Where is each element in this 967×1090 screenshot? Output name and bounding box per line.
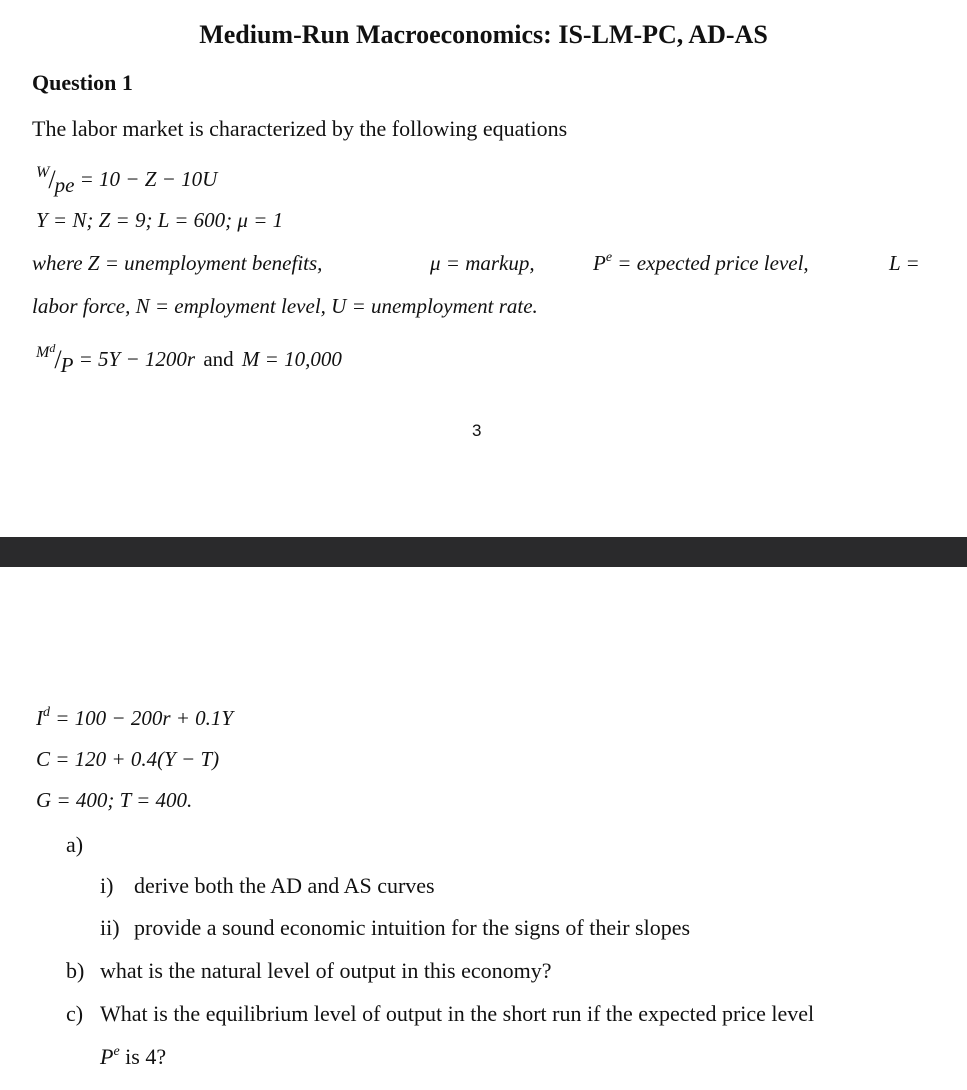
part-c-price-symbol: P [100,1044,114,1069]
sub-question-ii-text: provide a sound economic intuition for the signs of their slopes [134,915,691,940]
part-b [66,958,552,984]
government-equation [36,788,192,813]
params-equation [36,208,283,233]
part-c-continuation-text: is 4? [119,1044,167,1069]
part-a-label: a) [66,832,84,857]
consumption-eq-text: C = 120 + 0.4(Y − T) [36,747,220,771]
government-eq-text: G = 400; T = 400. [36,788,193,812]
money-eq-and: and [203,347,234,371]
part-c-label: c) [66,1001,84,1026]
page-title: Medium-Run Macroeconomics: IS-LM-PC, AD-AS [199,20,768,49]
sub-question-i-label: i) [100,873,114,898]
page-number: 3 [472,421,482,440]
money-eq-numerator: M [36,344,50,361]
page-divider [0,537,967,567]
where-benefits: where Z = unemployment benefits, [32,251,323,275]
money-eq-supply: M = 10,000 [241,347,342,371]
investment-eq-rhs: = 100 − 200r + 0.1Y [50,706,234,730]
investment-eq-sup: d [43,705,50,720]
part-b-text: what is the natural level of output in this economy? [100,958,552,983]
sub-question-ii-label: ii) [100,915,120,940]
investment-equation [36,706,233,731]
consumption-equation [36,747,219,772]
wage-eq-denominator: pe [54,173,75,197]
params-eq-text: Y = N; Z = 9; L = 600; μ = 1 [36,208,284,232]
money-eq-denominator: P [60,353,74,377]
where-line-1 [32,251,964,276]
money-equation: $^{M^d}$/P = 5Y − 1200r and M = 10,000 [36,341,342,377]
part-c-price-sup: e [113,1044,120,1059]
intro-text: The labor market is characterized by the following equations [32,116,568,141]
sub-question-i-text: derive both the AD and AS curves [134,873,435,898]
part-c [66,1001,814,1027]
where-markup: μ = markup, [430,251,535,275]
sub-question-ii [100,915,690,941]
part-b-label: b) [66,958,85,983]
question-heading: Question 1 [32,70,133,95]
investment-eq-symbol: I [36,706,43,730]
where-line-2 [32,294,538,319]
money-eq-rhs: = 5Y − 1200r [78,347,196,371]
wage-equation: $^W$/pe = 10 − Z − 10U [36,164,218,197]
wage-eq-rhs: = 10 − Z − 10U [79,167,218,191]
sub-question-i [100,873,435,899]
money-eq-sup: d [49,341,56,355]
where-price-level: $P^e$ = expected price level, [593,250,809,275]
where-labor-force-symbol: L = [889,251,920,275]
part-c-continuation [100,1044,166,1070]
part-c-text: What is the equilibrium level of output in the short run if the expected price level [100,1001,815,1026]
where-line-2-text: labor force, N = employment level, U = unemployment rate. [32,294,538,318]
wage-eq-numerator: W [36,164,50,181]
